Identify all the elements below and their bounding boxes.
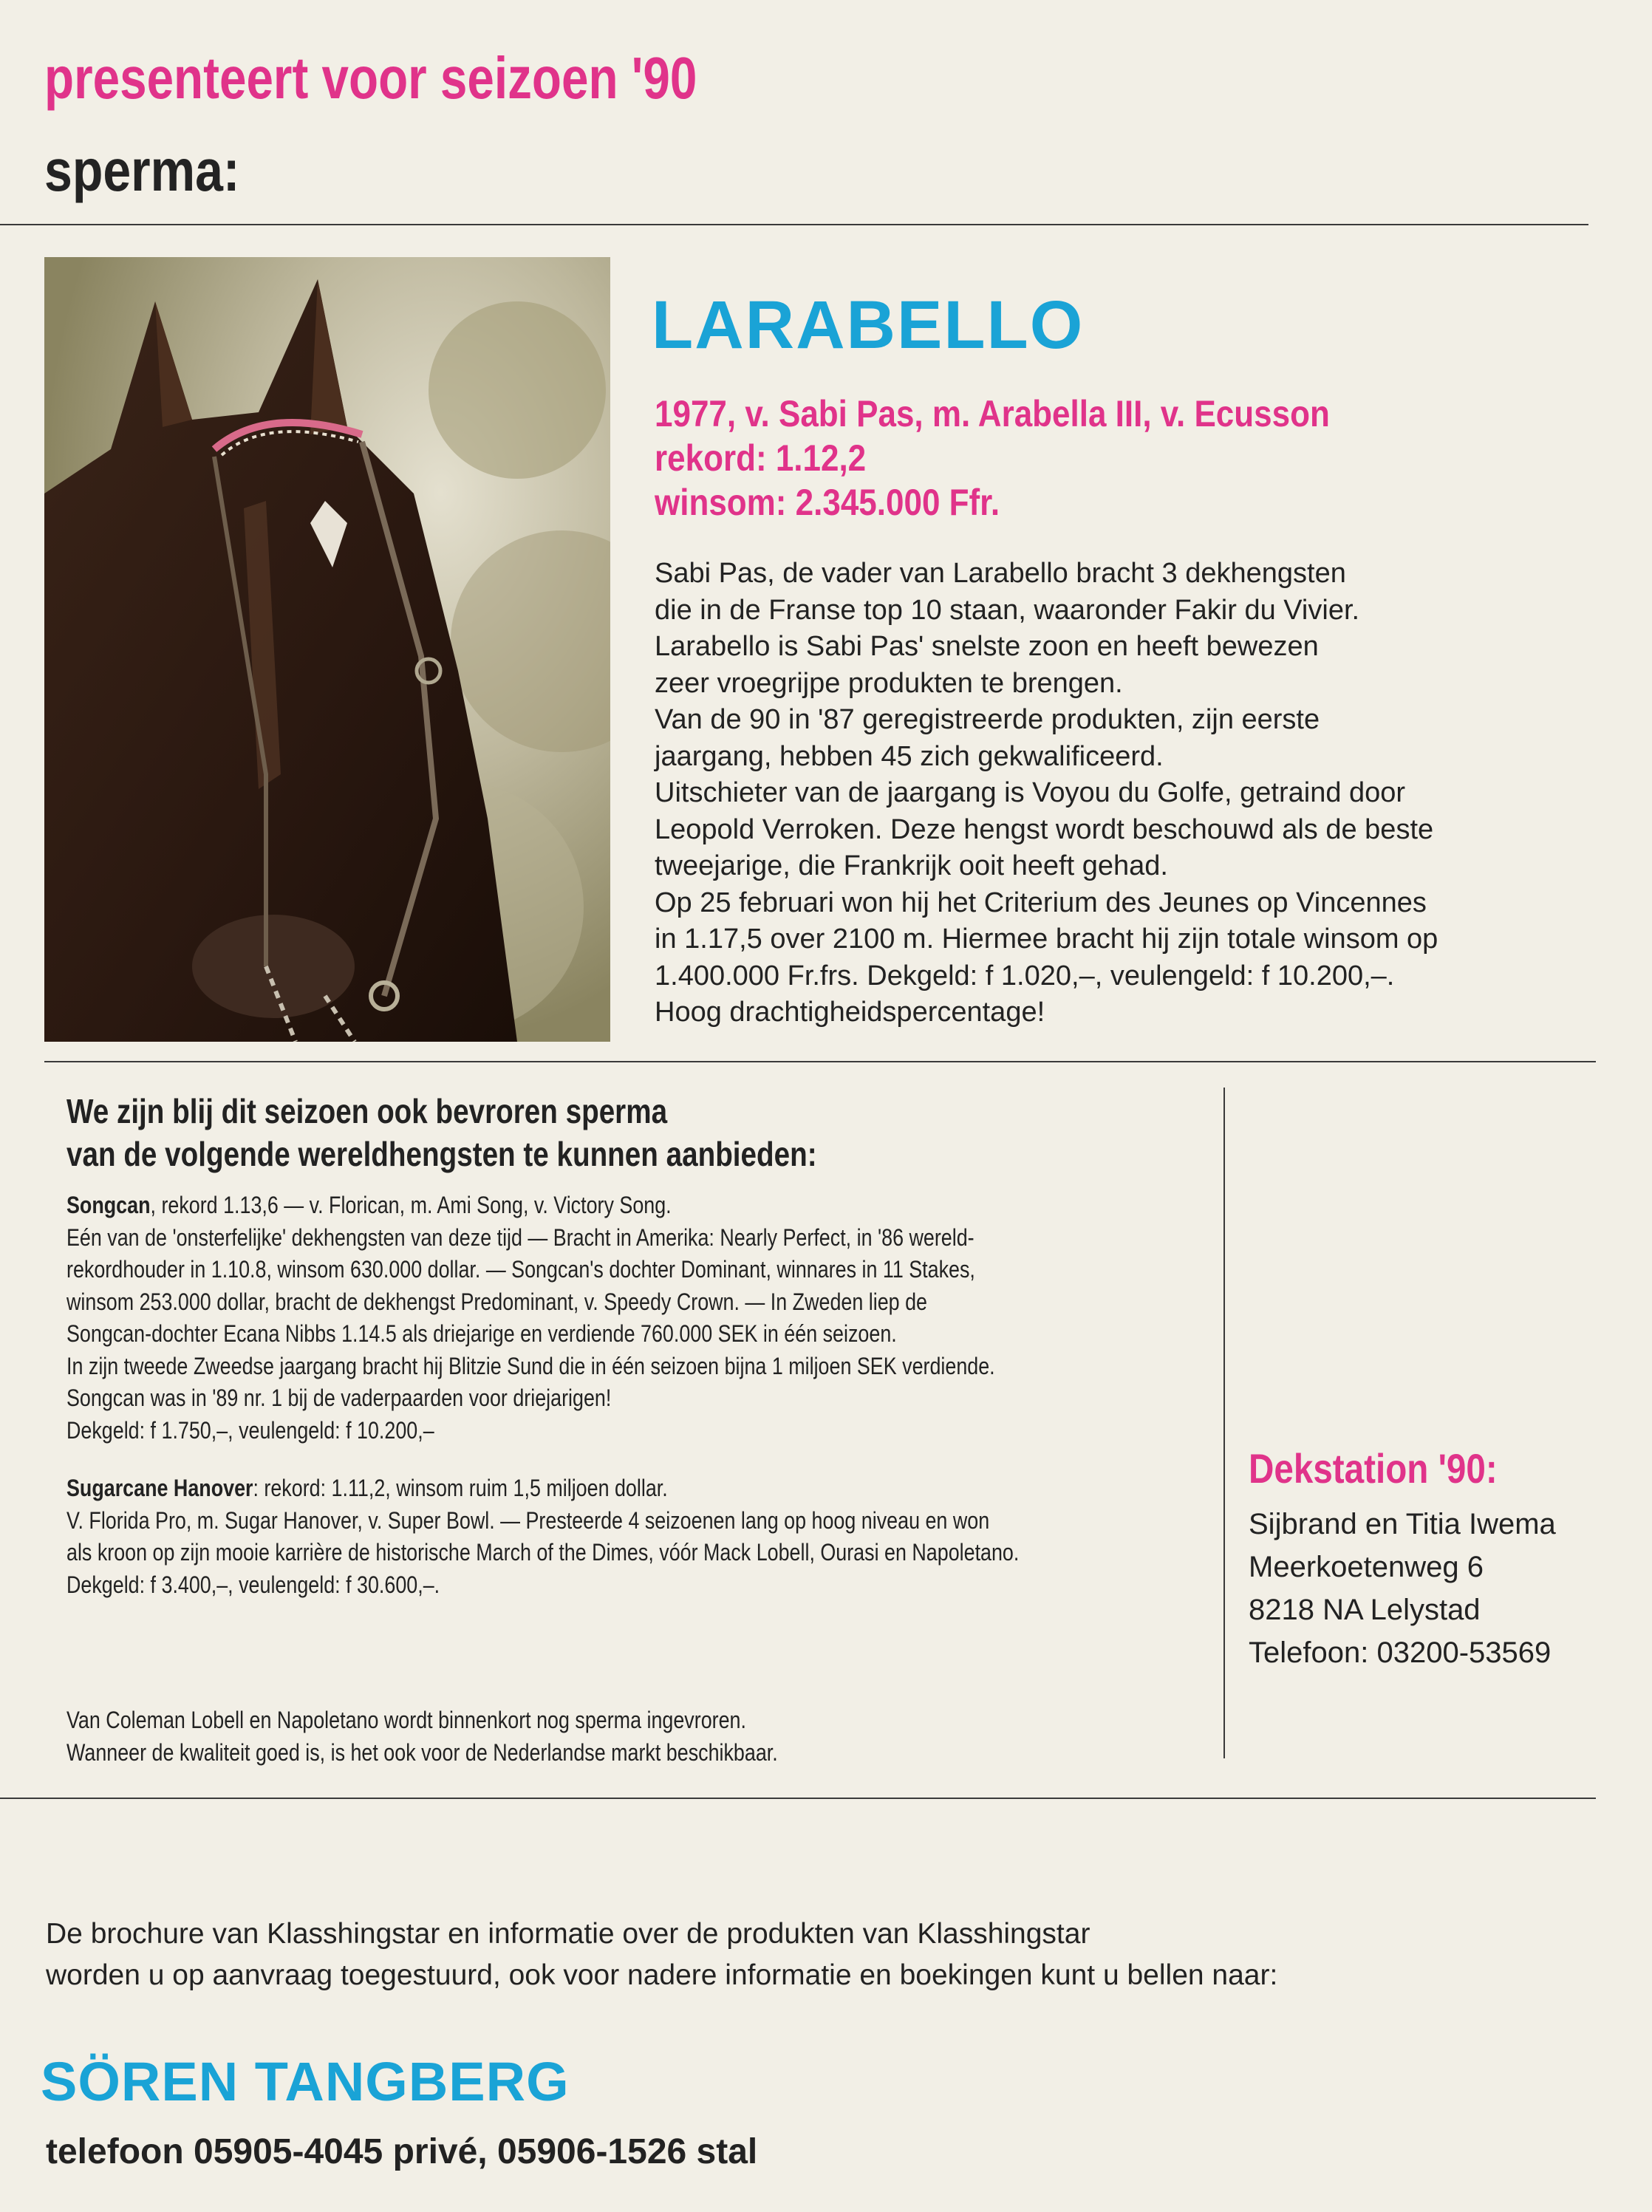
- songcan-name: Songcan: [66, 1192, 151, 1218]
- description-line: Sabi Pas, de vader van Larabello bracht 3 dekhengsten: [655, 558, 1346, 589]
- note-line: Wanneer de kwaliteit goed is, is het ook voor de Nederlandse markt beschikbaar.: [66, 1738, 778, 1766]
- sugarcane-first-line: [66, 1472, 1122, 1505]
- description-line: Uitschieter van de jaargang is Voyou du Golfe, getraind door: [655, 777, 1406, 808]
- contact-phone: telefoon 05905-4045 privé, 05906-1526 stal: [46, 2132, 758, 2171]
- songcan-line: Eén van de 'onsterfelijke' dekhengsten van deze tijd — Bracht in Amerika: Nearly Perfect, in '86 wereld-: [66, 1223, 975, 1251]
- stallion-pedigree: [655, 392, 1500, 525]
- sugarcane-line: als kroon op zijn mooie karrière de historische March of the Dimes, vóór Mack Lobell, Ourasi en Napoletano.: [66, 1539, 1020, 1566]
- heading-line: van de volgende wereldhengsten te kunnen aanbieden:: [66, 1135, 817, 1173]
- description-line: 1.400.000 Fr.frs. Dekgeld: f 1.020,–, veulengeld: f 10.200,–.: [655, 960, 1395, 991]
- description-line: Larabello is Sabi Pas' snelste zoon en heeft bewezen: [655, 631, 1319, 662]
- description-line: Van de 90 in '87 geregistreerde produkten, zijn eerste: [655, 704, 1320, 735]
- brochure-line: De brochure van Klasshingstar en informatie over de produkten van Klasshingstar: [46, 1918, 1090, 1950]
- description-line: in 1.17,5 over 2100 m. Hiermee bracht hij zijn totale winsom op: [655, 924, 1438, 955]
- horse-photo: [44, 257, 610, 1042]
- stallion-description: [655, 556, 1615, 1031]
- songcan-line: In zijn tweede Zweedse jaargang bracht hij Blitzie Sund die in één seizoen bijna 1 miljoen SEK verdiende.: [66, 1352, 995, 1379]
- sugarcane-summary: : rekord: 1.11,2, winsom ruim 1,5 miljoen dollar.: [253, 1475, 668, 1501]
- winnings-line: winsom: 2.345.000 Ffr.: [655, 482, 1000, 523]
- record-line: rekord: 1.12,2: [655, 437, 867, 479]
- frozen-semen-heading: [66, 1090, 817, 1175]
- middle-divider: [44, 1061, 1596, 1062]
- songcan-summary: , rekord 1.13,6 — v. Florican, m. Ami Song, v. Victory Song.: [150, 1192, 672, 1218]
- dekstation-line: Sijbrand en Titia Iwema: [1249, 1508, 1556, 1540]
- dekstation-title: Dekstation '90:: [1249, 1445, 1498, 1492]
- songcan-line: rekordhouder in 1.10.8, winsom 630.000 dollar. — Songcan's dochter Dominant, winnares in 11 Stakes,: [66, 1256, 975, 1283]
- songcan-line: winsom 253.000 dollar, bracht de dekhengst Predominant, v. Speedy Crown. — In Zweden liep de: [66, 1288, 927, 1315]
- dekstation-address: [1249, 1503, 1556, 1674]
- description-line: Op 25 februari won hij het Criterium des Jeunes op Vincennes: [655, 887, 1427, 918]
- dekstation-line: 8218 NA Lelystad: [1249, 1594, 1481, 1626]
- sugarcane-line: V. Florida Pro, m. Sugar Hanover, v. Super Bowl. — Presteerde 4 seizoenen lang op hoog niveau en won: [66, 1506, 990, 1534]
- top-divider: [0, 224, 1588, 225]
- dekstation-phone: Telefoon: 03200-53569: [1249, 1636, 1552, 1669]
- brochure-line: worden u op aanvraag toegestuurd, ook voor nadere informatie en boekingen kunt u bellen naar:: [46, 1959, 1278, 1991]
- contact-name: SÖREN TANGBERG: [41, 2051, 570, 2112]
- stallion-name: LARABELLO: [652, 287, 1085, 363]
- dekstation-line: Meerkoetenweg 6: [1249, 1551, 1484, 1583]
- songcan-first-line: [66, 1189, 1122, 1222]
- note-line: Van Coleman Lobell en Napoletano wordt binnenkort nog sperma ingevroren.: [66, 1707, 746, 1733]
- songcan-line: Songcan was in '89 nr. 1 bij de vaderpaarden voor driejarigen!: [66, 1385, 612, 1411]
- sugarcane-block: [66, 1472, 1122, 1601]
- sugarcane-line: Dekgeld: f 3.400,–, veulengeld: f 30.600,–.: [66, 1571, 440, 1598]
- description-line: die in de Franse top 10 staan, waaronder Fakir du Vivier.: [655, 594, 1360, 626]
- header-tagline: presenteert voor seizoen '90: [44, 45, 697, 111]
- heading-line: We zijn blij dit seizoen ook bevroren sperma: [66, 1092, 668, 1130]
- description-line: Leopold Verroken. Deze hengst wordt beschouwd als de beste: [655, 813, 1434, 845]
- songcan-line: Dekgeld: f 1.750,–, veulengeld: f 10.200,–: [66, 1416, 434, 1444]
- description-line: zeer vroegrijpe produkten te brengen.: [655, 667, 1123, 699]
- songcan-block: [66, 1189, 1122, 1447]
- brochure-info: [46, 1914, 1277, 1996]
- frozen-note: [66, 1704, 1122, 1769]
- header-title: sperma:: [44, 137, 240, 203]
- description-line: tweejarige, die Frankrijk ooit heeft gehad.: [655, 850, 1168, 881]
- songcan-line: Songcan-dochter Ecana Nibbs 1.14.5 als driejarige en verdiende 760.000 SEK in één seizoen.: [66, 1320, 897, 1347]
- vertical-divider: [1223, 1088, 1225, 1758]
- pedigree-line: 1977, v. Sabi Pas, m. Arabella III, v. Ecusson: [655, 393, 1330, 434]
- sugarcane-name: Sugarcane Hanover: [66, 1475, 253, 1501]
- description-line: jaargang, hebben 45 zich gekwalificeerd.: [655, 740, 1164, 772]
- description-line: Hoog drachtigheidspercentage!: [655, 997, 1045, 1028]
- bottom-divider: [0, 1798, 1596, 1799]
